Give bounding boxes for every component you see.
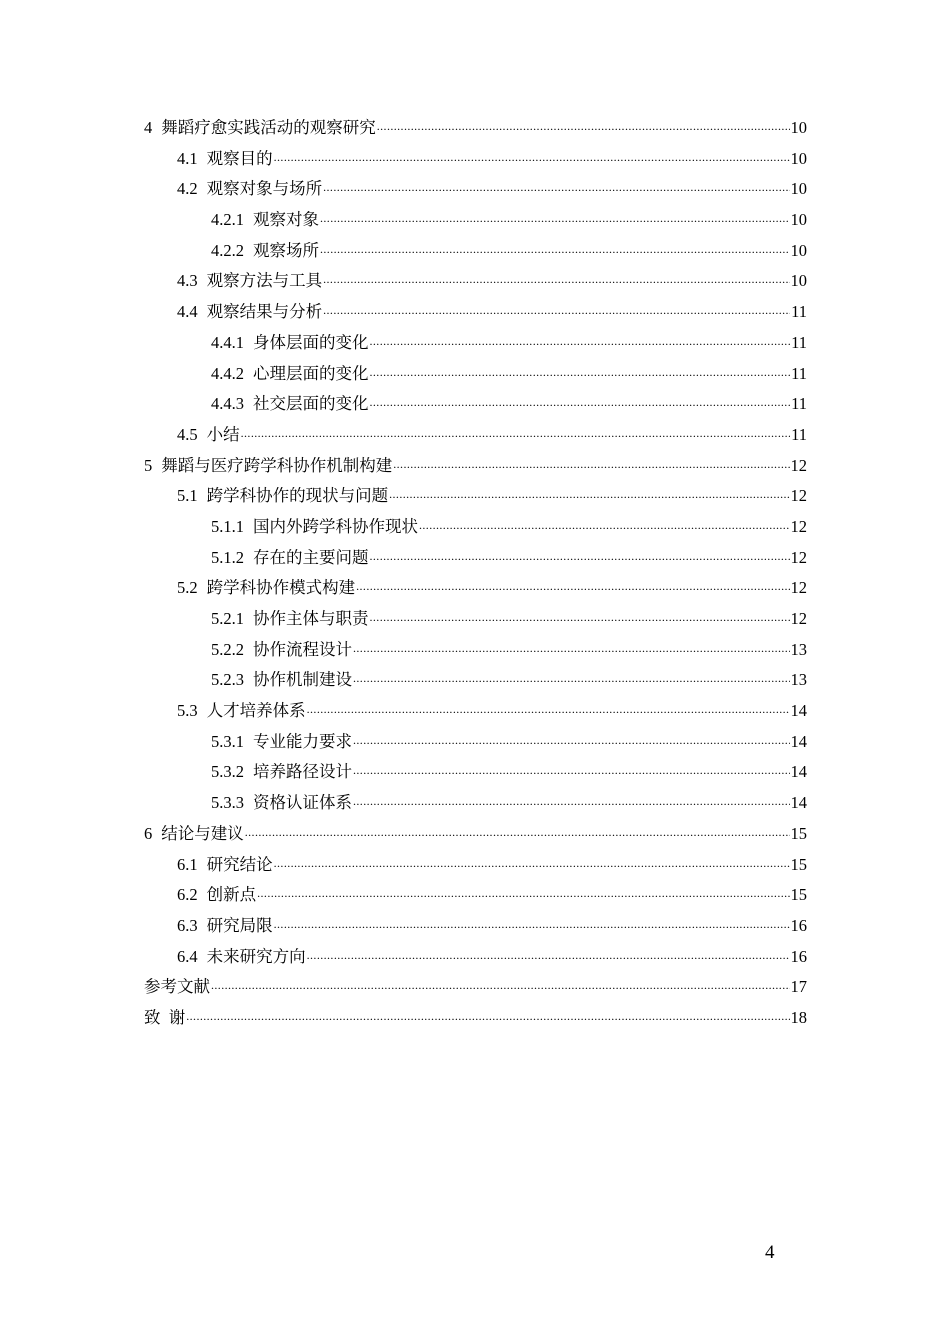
- toc-entry-number: 4.3: [177, 271, 198, 291]
- toc-entry-number: 4.2: [177, 179, 198, 199]
- toc-entry[interactable]: [144, 266, 807, 297]
- toc-entry[interactable]: [144, 665, 807, 696]
- toc-entry-title: 人才培养体系: [206, 701, 306, 721]
- toc-entry-title: 研究局限: [206, 915, 273, 935]
- toc-entry-number: 5.1: [177, 486, 198, 506]
- toc-entry[interactable]: [144, 788, 807, 819]
- dot-leader: [370, 387, 791, 418]
- toc-entry-number: 6.4: [177, 946, 198, 966]
- dot-leader: [320, 203, 790, 234]
- toc-entry-page: 10: [790, 240, 807, 260]
- toc-entry-page: 14: [790, 701, 807, 721]
- toc-entry-page: 14: [790, 731, 807, 751]
- toc-entry-title: 国内外跨学科协作现状: [253, 516, 418, 536]
- toc-entry-title: 协作机制建设: [253, 670, 352, 690]
- toc-entry-page: 10: [790, 179, 807, 199]
- toc-entry-title: 跨学科协作模式构建: [206, 578, 356, 598]
- toc-entry-page: 15: [790, 823, 807, 843]
- toc-entry-title: 存在的主要问题: [253, 547, 369, 567]
- toc-entry-number: 4.1: [177, 148, 198, 168]
- toc-entry-page: 16: [790, 946, 807, 966]
- toc-entry[interactable]: [144, 328, 807, 359]
- toc-entry-title: 跨学科协作的现状与问题: [206, 486, 389, 506]
- toc-entry[interactable]: [144, 972, 807, 1003]
- toc-entry-number: 5.1.2: [211, 547, 244, 567]
- dot-leader: [274, 848, 790, 879]
- toc-entry-page: 10: [790, 210, 807, 230]
- toc-entry-page: 13: [790, 670, 807, 690]
- toc-entry-number: 4: [144, 118, 153, 137]
- toc-entry-number: 4.4.2: [211, 363, 244, 383]
- dot-leader: [353, 633, 790, 664]
- dot-leader: [323, 264, 789, 295]
- toc-entry[interactable]: [144, 297, 807, 328]
- dot-leader: [353, 725, 790, 756]
- dot-leader: [320, 234, 790, 265]
- toc-entry-number: 4.5: [177, 424, 198, 444]
- toc-entry-number: 5.3.3: [211, 793, 244, 813]
- toc-entry-title: 观察场所: [253, 240, 319, 260]
- toc-entry-number: 6.3: [177, 915, 198, 935]
- toc-entry-page: 15: [790, 885, 807, 905]
- page-number: 4: [765, 1242, 775, 1263]
- toc-entry[interactable]: [144, 113, 807, 144]
- toc-entry-number: 4.4: [177, 302, 198, 322]
- toc-entry-number: 5.3.1: [211, 731, 244, 751]
- toc-entry-title: 参考文献: [144, 977, 210, 997]
- toc-entry-page: 11: [791, 363, 807, 383]
- toc-entry-page: 12: [790, 547, 807, 567]
- toc-entry-title: 未来研究方向: [206, 946, 306, 966]
- dot-leader: [211, 970, 790, 1001]
- toc-entry[interactable]: [144, 727, 807, 758]
- toc-entry-title: 舞蹈与医疗跨学科协作机制构建: [161, 455, 393, 475]
- dot-leader: [370, 326, 791, 357]
- toc-entry-title: 协作流程设计: [253, 639, 352, 659]
- toc-entry-title: 心理层面的变化: [253, 363, 369, 383]
- toc-entry-number: 4.2.1: [211, 210, 244, 230]
- toc-entry-title: 协作主体与职责: [253, 609, 369, 628]
- toc-entry-number: 6: [144, 823, 153, 843]
- toc-entry-page: 12: [790, 486, 807, 506]
- toc-entry-number: 4.2.2: [211, 240, 244, 260]
- toc-entry-page: 12: [790, 455, 807, 475]
- toc-entry-page: 13: [790, 639, 807, 659]
- toc-entry-number: 4.4.1: [211, 332, 244, 352]
- toc-entry[interactable]: [144, 481, 807, 512]
- dot-leader: [389, 479, 789, 510]
- dot-leader: [257, 878, 789, 909]
- toc-entry[interactable]: [144, 604, 807, 635]
- toc-entry-number: 5: [144, 455, 153, 475]
- dot-leader: [377, 111, 790, 142]
- toc-entry-title: 专业能力要求: [253, 731, 352, 751]
- toc-entry-page: 10: [790, 118, 807, 137]
- toc-entry[interactable]: [144, 543, 807, 574]
- dot-leader: [186, 1001, 789, 1032]
- toc-entry-title: 观察对象: [253, 210, 319, 230]
- toc-entry[interactable]: [144, 451, 807, 482]
- toc-entry-number: 5.3.2: [211, 762, 244, 782]
- dot-leader: [370, 357, 791, 388]
- toc-entry-page: 12: [790, 578, 807, 598]
- toc-entry-number: 5.3: [177, 701, 198, 721]
- toc-entry-page: 11: [791, 302, 807, 322]
- toc-entry[interactable]: [144, 757, 807, 788]
- toc-entry-title: 小结: [206, 424, 240, 444]
- toc-entry-page: 11: [791, 424, 807, 444]
- toc-entry-page: 10: [790, 271, 807, 291]
- dot-leader: [245, 817, 790, 848]
- toc-entry[interactable]: [144, 880, 807, 911]
- toc-entry-page: 15: [790, 854, 807, 874]
- toc-entry-title: 培养路径设计: [253, 762, 352, 782]
- toc-entry[interactable]: [144, 512, 807, 543]
- toc-entry-number: 5.2.1: [211, 609, 244, 628]
- toc-entry-page: 17: [790, 977, 807, 997]
- toc-entry-title: 观察目的: [206, 148, 273, 168]
- toc-entry-title: 创新点: [206, 885, 257, 905]
- toc-entry[interactable]: [144, 573, 807, 604]
- toc-entry-page: 18: [790, 1007, 807, 1027]
- dot-leader: [353, 755, 790, 786]
- toc-entry-number: 5.2.3: [211, 670, 244, 690]
- dot-leader: [353, 663, 790, 694]
- dot-leader: [353, 786, 790, 817]
- dot-leader: [323, 172, 789, 203]
- toc-entry[interactable]: [144, 911, 807, 942]
- dot-leader: [307, 694, 790, 725]
- toc-entry-page: 12: [790, 516, 807, 536]
- dot-leader: [370, 541, 790, 572]
- toc-entry-page: 16: [790, 915, 807, 935]
- toc-entry[interactable]: [144, 942, 807, 973]
- toc-entry[interactable]: [144, 1003, 807, 1034]
- toc-entry[interactable]: [144, 420, 807, 451]
- dot-leader: [274, 909, 790, 940]
- toc-entry-number: 4.4.3: [211, 394, 244, 414]
- dot-leader: [370, 602, 790, 633]
- toc-entry[interactable]: [144, 205, 807, 236]
- toc-entry[interactable]: [144, 696, 807, 727]
- toc-entry-number: 5.2: [177, 578, 198, 598]
- toc-entry[interactable]: [144, 359, 807, 390]
- toc-entry-number: 6.1: [177, 854, 198, 874]
- toc-entry-title: 观察结果与分析: [206, 302, 323, 322]
- dot-leader: [241, 418, 790, 449]
- dot-leader: [356, 571, 789, 602]
- toc-entry[interactable]: [144, 819, 807, 850]
- toc-entry[interactable]: [144, 850, 807, 881]
- toc-entry[interactable]: [144, 389, 807, 420]
- dot-leader: [274, 142, 790, 173]
- toc-entry-number: 5.2.2: [211, 639, 244, 659]
- toc-entry-page: 11: [791, 394, 807, 414]
- toc-entry-title: 资格认证体系: [253, 793, 352, 813]
- toc-entry[interactable]: [144, 236, 807, 267]
- dot-leader: [323, 295, 790, 326]
- toc-entry-number: 6.2: [177, 885, 198, 905]
- toc-entry-page: 11: [791, 332, 807, 352]
- toc-entry-number: 5.1.1: [211, 516, 244, 536]
- toc-entry-title: 舞蹈疗愈实践活动的观察研究: [161, 118, 376, 137]
- toc-entry-title: 观察对象与场所: [206, 179, 323, 199]
- toc-entry[interactable]: [144, 144, 807, 175]
- toc-entry[interactable]: [144, 174, 807, 205]
- toc-entry-title: 结论与建议: [161, 823, 244, 843]
- dot-leader: [393, 449, 789, 480]
- toc-entry-title: 研究结论: [206, 854, 273, 874]
- dot-leader: [419, 510, 790, 541]
- table-of-contents: [144, 113, 807, 1034]
- toc-entry[interactable]: [144, 635, 807, 666]
- toc-entry-page: 12: [790, 609, 807, 628]
- toc-entry-page: 14: [790, 762, 807, 782]
- toc-entry-title: 致 谢: [144, 1007, 186, 1027]
- toc-entry-page: 10: [790, 148, 807, 168]
- toc-entry-page: 14: [790, 793, 807, 813]
- dot-leader: [307, 940, 790, 971]
- toc-entry-title: 社交层面的变化: [253, 394, 369, 414]
- toc-entry-title: 身体层面的变化: [253, 332, 369, 352]
- toc-entry-title: 观察方法与工具: [206, 271, 323, 291]
